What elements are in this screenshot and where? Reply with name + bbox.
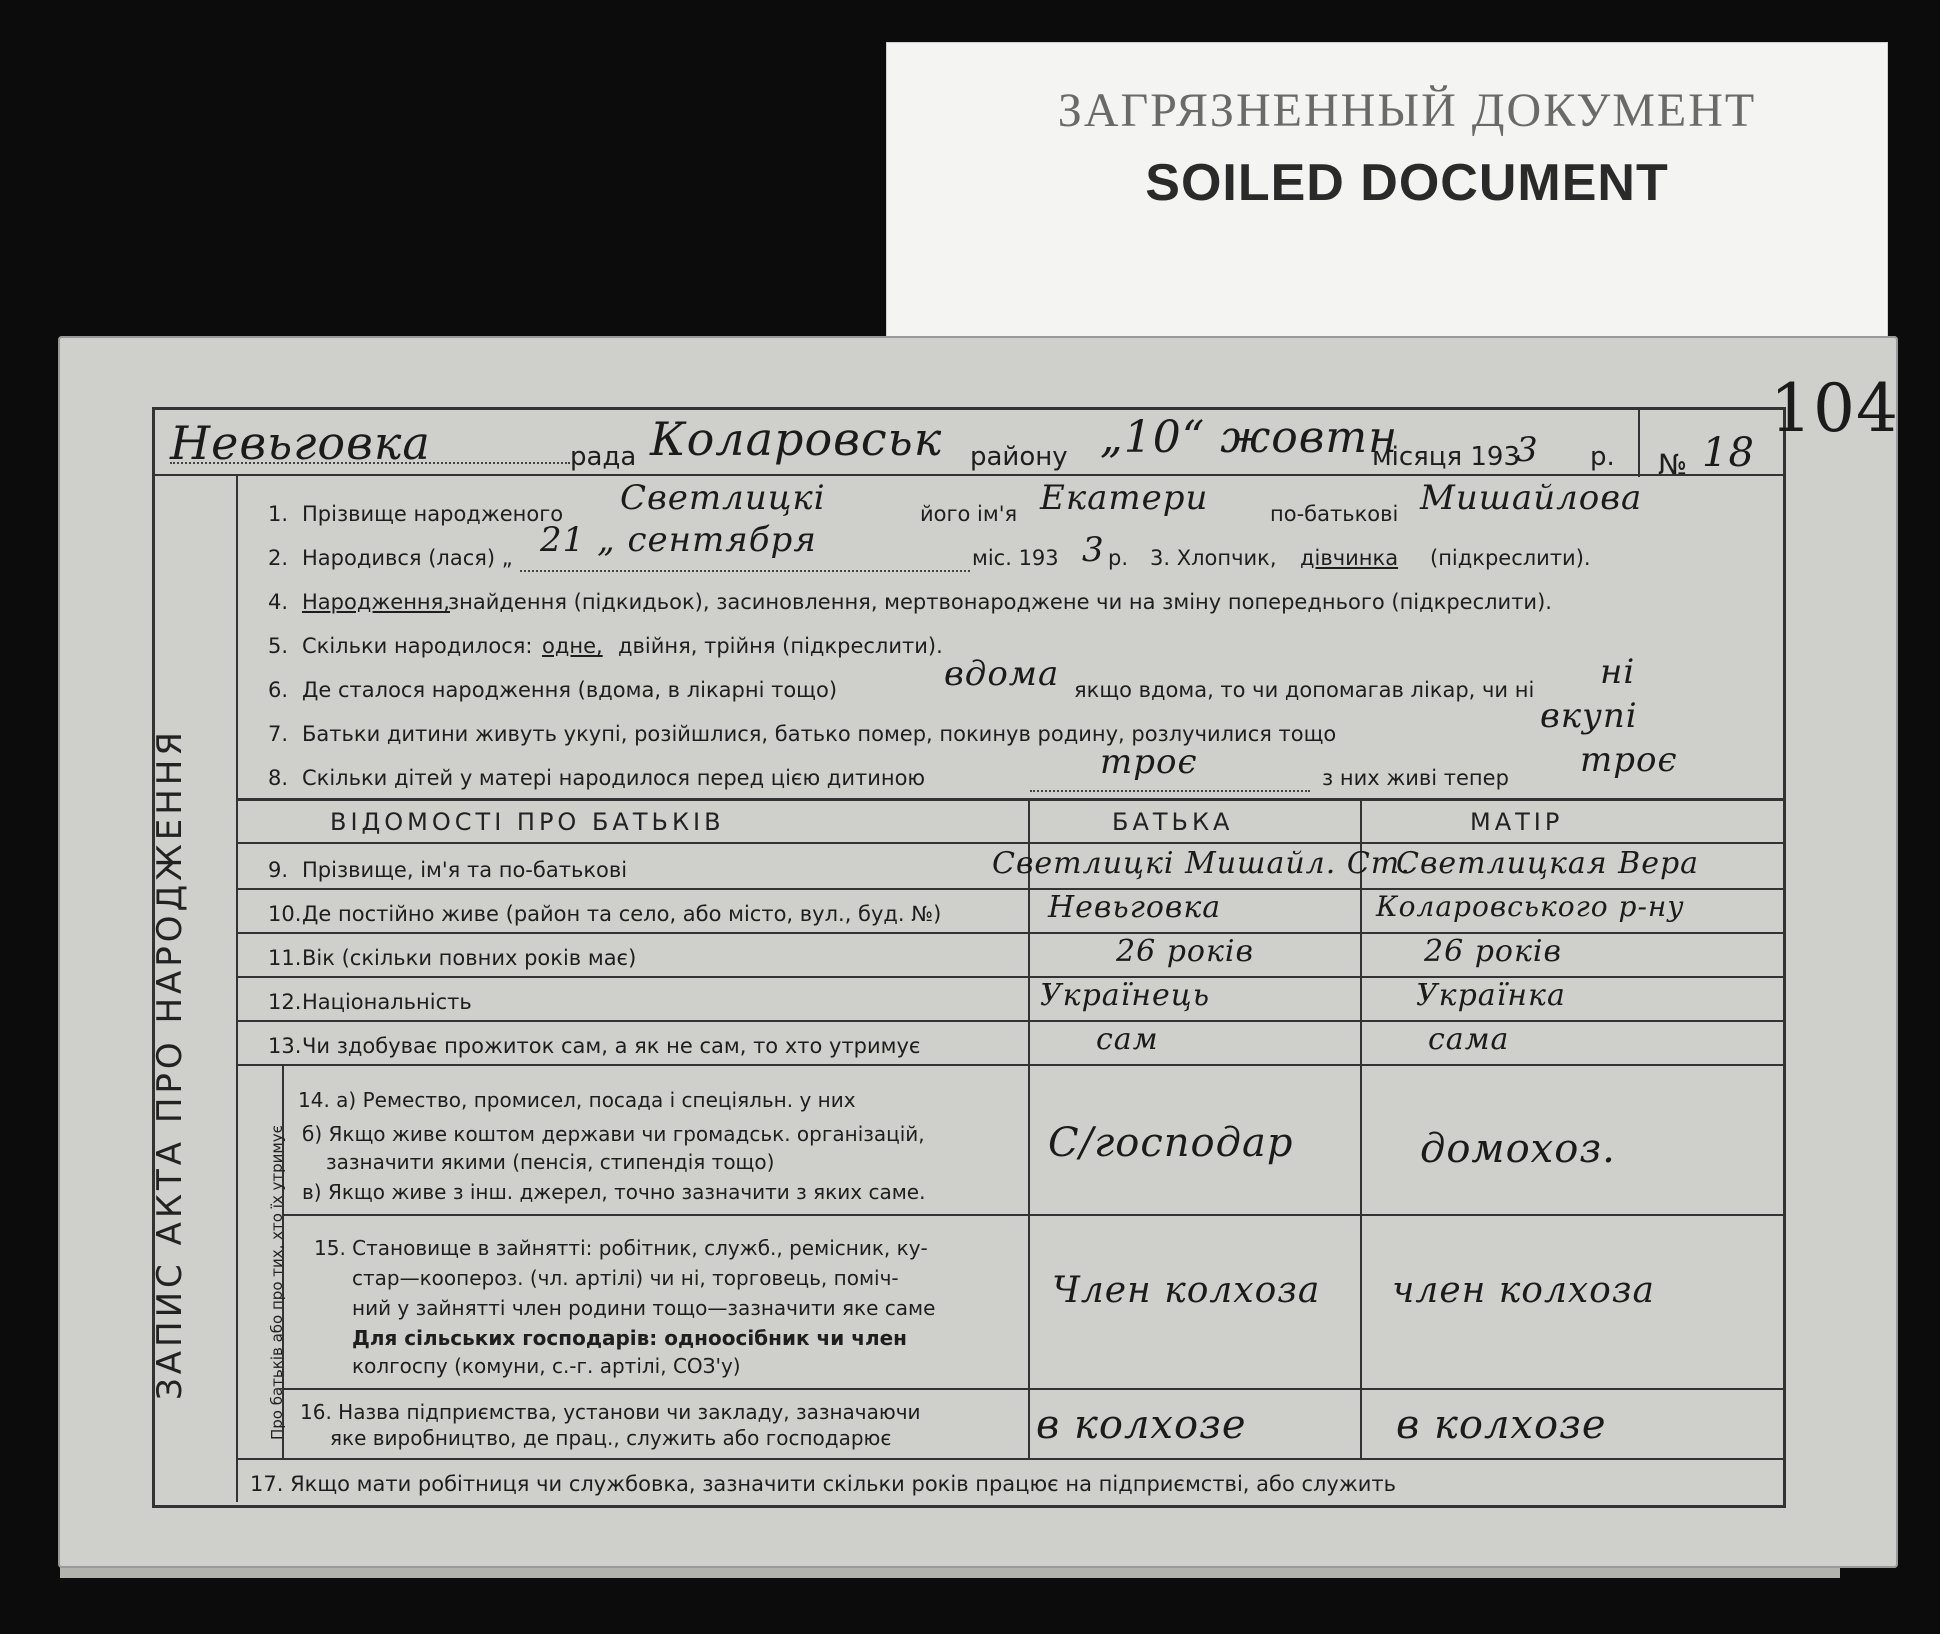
row14-bottom (282, 1214, 1783, 1216)
row16-mother: в колхозе (1396, 1402, 1607, 1448)
row5-label: Скільки народилося: (302, 634, 533, 658)
row13-label: Чи здобуває прожиток сам, а як не сам, то хто утримує (302, 1034, 921, 1058)
number-box-rule (1638, 407, 1640, 477)
mother-col-rule (1360, 798, 1362, 1458)
row4-birth: Народження, (302, 590, 450, 614)
row10-label: Де постійно живе (район та село, або місто, вул., буд. №) (302, 902, 942, 926)
row9-father: Светлицкі Мишайл. Ст. (992, 846, 1411, 881)
row2-boy: 3. Хлопчик, (1150, 546, 1277, 570)
district-value: Коларовськ (650, 412, 943, 466)
row8-label2: з них живі тепер (1322, 766, 1509, 790)
row16-bottom (236, 1458, 1783, 1460)
row13-num: 13. (268, 1034, 302, 1058)
row9-num: 9. (268, 858, 289, 882)
row12-num: 12. (268, 990, 302, 1014)
row8-label: Скільки дітей у матері народилося перед цією дитиною (302, 766, 926, 790)
row14-line-b: б) Якщо живе коштом держави чи громадськ. організацій, (302, 1122, 925, 1146)
row14-line-d: в) Якщо живе з інш. джерел, точно зазначити з яких саме. (302, 1180, 926, 1204)
parents-table-top (236, 798, 1783, 801)
vertical-note: Про батьків або про тих, хто їх утримує (268, 1125, 286, 1440)
row16-line-a: 16. Назва підприємства, установи чи закладу, зазначаючи (300, 1400, 921, 1424)
row1-label3: по-батькові (1270, 502, 1399, 526)
row15-line-a: 15. Становище в зайнятті: робітник, служб., ремісник, ку- (314, 1236, 928, 1260)
row2-year: 3 (1082, 530, 1105, 570)
month-label: місяця 193 (1372, 442, 1521, 472)
row15-line-d: Для сільських господарів: одноосібник чи член (352, 1326, 907, 1350)
village-dots (170, 462, 570, 464)
row9-label: Прізвище, ім'я та по-батькові (302, 858, 628, 882)
row1-name: Екатери (1040, 478, 1209, 518)
date-value: „10“ жовтн (1100, 412, 1399, 463)
row14-line-c: зазначити якими (пенсія, стипендія тощо) (326, 1150, 775, 1174)
row6-label: Де сталося народження (вдома, в лікарні тощо) (302, 678, 838, 702)
row5-rest: двійня, трійня (підкреслити). (618, 634, 943, 658)
row13-mother: сама (1428, 1022, 1510, 1057)
row15-bottom (282, 1388, 1783, 1390)
row11-label: Вік (скільки повних років має) (302, 946, 637, 970)
row16-father: в колхозе (1036, 1402, 1247, 1448)
row6-num: 6. (268, 678, 289, 702)
row8-value: троє (1100, 742, 1198, 782)
soiled-document-stamp (886, 42, 1888, 349)
row5-num: 5. (268, 634, 289, 658)
row13-bottom (236, 1064, 1783, 1066)
parents-header-bottom (236, 842, 1783, 844)
father-header: БАТЬКА (1112, 808, 1234, 836)
row8-value2: троє (1580, 740, 1678, 780)
row12-mother: Українка (1416, 978, 1566, 1013)
year-digit: 3 (1516, 430, 1539, 470)
row6-label2: якщо вдома, то чи допомагав лікар, чи ні (1074, 678, 1535, 702)
row11-num: 11. (268, 946, 302, 970)
page-number: 104 (1770, 370, 1899, 447)
row14-father: С/господар (1048, 1120, 1294, 1166)
row15-mother: член колхоза (1392, 1270, 1655, 1311)
row15-line-e: колгоспу (комуни, с.-г. артілі, СОЗ'у) (352, 1354, 741, 1378)
row9-mother: Светлицкая Вера (1396, 846, 1700, 881)
row8-dots (1030, 790, 1310, 792)
father-col-rule (1028, 798, 1030, 1458)
row7-num: 7. (268, 722, 289, 746)
row10-num: 10. (268, 902, 302, 926)
row8-num: 8. (268, 766, 289, 790)
side-title: ЗАПИС АКТА ПРО НАРОДЖЕННЯ (150, 728, 190, 1400)
row10-father: Невьговка (1048, 890, 1222, 925)
row6-place: вдома (944, 654, 1060, 694)
inner-left-rule (236, 474, 238, 1502)
row12-bottom (236, 1020, 1783, 1022)
row15-father: Член колхоза (1052, 1270, 1321, 1311)
stamp-line-en: SOILED DOCUMENT (1145, 154, 1669, 212)
row15-line-c: ний у зайнятті член родини тощо—зазначити яке саме (352, 1296, 936, 1320)
row15-line-b: стар—коопероз. (чл. артілі) чи ні, торговець, поміч- (352, 1266, 899, 1290)
mother-header: МАТІР (1470, 808, 1564, 836)
row14-line-a: 14. а) Ремество, промисел, посада і спеціяльн. у них (298, 1088, 856, 1112)
year-suffix: р. (1590, 442, 1615, 472)
header-divider (152, 474, 1783, 476)
row4-num: 4. (268, 590, 289, 614)
district-label: району (970, 442, 1068, 472)
row1-surname: Светлицкі (620, 478, 826, 518)
row1-num: 1. (268, 502, 289, 526)
row5-one: одне, (542, 634, 603, 658)
rada-label: рада (570, 442, 637, 472)
row11-mother: 26 років (1424, 934, 1562, 969)
row13-father: сам (1096, 1022, 1159, 1057)
number-label: № (1658, 448, 1688, 481)
row2-label3: р. (1108, 546, 1129, 570)
row12-label: Національність (302, 990, 472, 1014)
row2-date: 21 „ сентября (540, 520, 817, 560)
row7-value: вкупі (1540, 696, 1638, 736)
row2-num: 2. (268, 546, 289, 570)
row14-mother: домохоз. (1420, 1126, 1616, 1172)
row16-line-b: яке виробництво, де прац., служить або господарює (330, 1426, 892, 1450)
row2-label: Народився (лася) „ (302, 546, 513, 570)
number-value: 18 (1702, 430, 1755, 476)
row2-dots (520, 570, 970, 572)
row11-father: 26 років (1116, 934, 1254, 969)
row1-patronymic: Мишайлова (1420, 478, 1643, 518)
row12-father: Українець (1040, 978, 1211, 1013)
row4-options: знайдення (підкидьок), засиновлення, мертвонароджене чи на зміну попереднього (підкреслити). (448, 590, 1552, 614)
village-value: Невьговка (170, 416, 431, 470)
parents-info-header: ВІДОМОСТІ ПРО БАТЬКІВ (330, 808, 725, 836)
row2-label2: міс. 193 (972, 546, 1059, 570)
row1-label2: його ім'я (920, 502, 1018, 526)
row7-label: Батьки дитини живуть укупі, розійшлися, батько помер, покинув родину, розлучилися тощо (302, 722, 1337, 746)
stamp-line-ru: ЗАГРЯЗНЕННЫЙ ДОКУМЕНТ (1057, 84, 1757, 137)
row17-text: 17. Якщо мати робітниця чи службовка, зазначити скільки років працює на підприємстві, або служить (250, 1472, 1397, 1496)
row2-underline-note: (підкреслити). (1430, 546, 1591, 570)
row10-mother: Коларовського р-ну (1376, 890, 1685, 923)
row6-doctor: ні (1600, 652, 1636, 692)
row2-girl: дівчинка (1300, 546, 1399, 570)
row1-label: Прізвище народженого (302, 502, 564, 526)
